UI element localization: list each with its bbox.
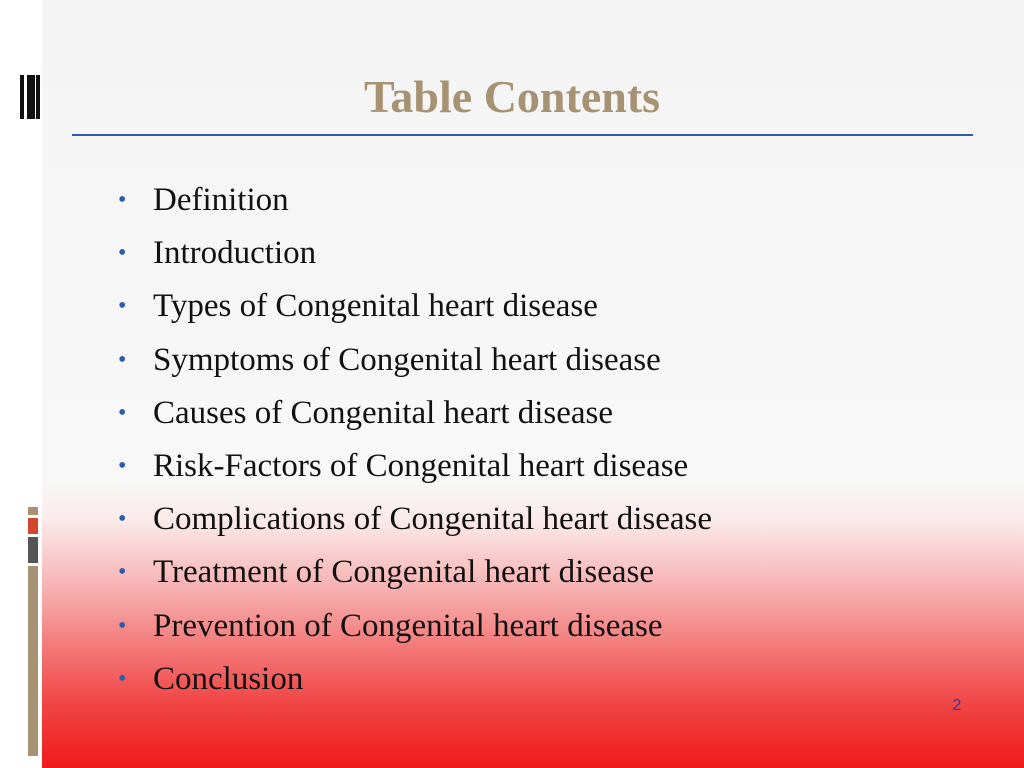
toc-item-label: Risk-Factors of Congenital heart disease (153, 447, 689, 484)
bullet-dot-icon: • (118, 452, 127, 479)
toc-item-label: Conclusion (153, 660, 304, 697)
bullet-dot-icon: • (118, 293, 127, 320)
toc-item-label: Treatment of Congenital heart disease (153, 554, 654, 591)
toc-item-label: Complications of Congenital heart disease (153, 501, 713, 538)
bullet-dot-icon: • (118, 506, 127, 533)
decorative-block (28, 566, 38, 756)
toc-item-label: Introduction (153, 235, 317, 272)
bullet-dot-icon: • (118, 612, 127, 639)
bullet-dot-icon: • (118, 399, 127, 426)
bullet-dot-icon: • (118, 187, 127, 213)
toc-item (118, 395, 712, 448)
toc-item-label: Symptoms of Congenital heart disease (153, 341, 661, 378)
toc-item (118, 501, 712, 554)
bullet-dot-icon: • (118, 559, 127, 586)
toc-item (118, 554, 712, 607)
toc-item-label: Definition (153, 182, 289, 218)
table-of-contents-list (118, 182, 712, 714)
title-divider (72, 134, 973, 136)
bullet-dot-icon: • (118, 240, 127, 267)
toc-item (118, 661, 712, 714)
slide-title: Table Contents (363, 71, 661, 122)
toc-item-label: Prevention of Congenital heart disease (153, 607, 663, 644)
decorative-block (28, 537, 38, 563)
decorative-block (28, 507, 38, 515)
toc-item (118, 235, 712, 288)
toc-item (118, 342, 712, 395)
toc-item (118, 288, 712, 341)
bullet-dot-icon: • (118, 346, 127, 373)
toc-item (118, 182, 712, 235)
bullet-dot-icon: • (118, 665, 127, 692)
toc-item-label: Causes of Congenital heart disease (153, 394, 614, 431)
decorative-block (28, 518, 38, 534)
page-number: 2 (952, 697, 962, 714)
toc-item (118, 608, 712, 661)
toc-item (118, 448, 712, 501)
toc-item-label: Types of Congenital heart disease (153, 288, 598, 325)
